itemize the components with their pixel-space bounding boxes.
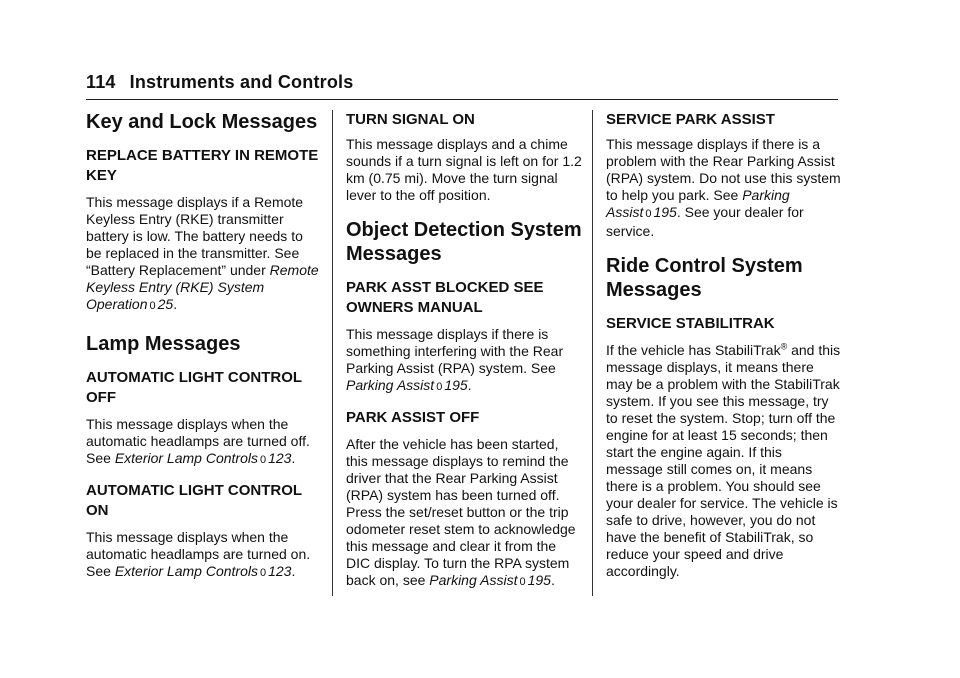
ride-control-title: Ride Control System Messages (606, 255, 803, 301)
page-header (86, 72, 353, 93)
page-ref[interactable]: 195 (527, 572, 551, 588)
object-detection-title: Object Detection System Messages (346, 219, 582, 265)
park-blocked-heading: PARK ASST BLOCKED SEE OWNERS MANUAL (346, 279, 544, 316)
park-blocked-text: This message displays if there is something interfering with the Rear Parking Assist (RPA) system. See Parking Assist 0 195. (346, 326, 564, 393)
page-number: 114 (86, 72, 116, 92)
exterior-lamp-link[interactable]: Exterior Lamp Controls (114, 563, 258, 579)
page-ref-icon: 0 (259, 567, 267, 579)
auto-off-text: This message displays when the automatic headlamps are turned off. See Exterior Lamp Controls 0 123. (86, 416, 310, 466)
park-off-heading: PARK ASSIST OFF (346, 409, 480, 426)
column-divider (332, 110, 333, 596)
parking-assist-link[interactable]: Parking Assist (346, 377, 435, 393)
service-park-text: This message displays if there is a problem with the Rear Parking Assist (RPA) system. Do not use this system to help you park. See Parking Assist 0 195. See your dealer for service. (606, 136, 841, 239)
parking-assist-link[interactable]: Parking Assist (606, 187, 790, 220)
service-park-heading: SERVICE PARK ASSIST (606, 111, 775, 128)
turn-signal-text: This message displays and a chime sounds if a turn signal is left on for 1.2 km (0.75 mi). Move the turn signal lever to the off position. (346, 136, 582, 203)
key-lock-title: Key and Lock Messages (86, 111, 318, 133)
section-title: Instruments and Controls (129, 72, 354, 92)
page-ref-icon: 0 (149, 300, 156, 312)
page-ref-icon: 0 (259, 454, 267, 466)
column-2 (346, 110, 582, 591)
page-ref-icon: 0 (645, 208, 652, 220)
page-ref[interactable]: 123 (268, 563, 292, 579)
page-ref-icon: 0 (519, 576, 526, 588)
header-rule (86, 99, 838, 100)
auto-on-heading: AUTOMATIC LIGHT CONTROL ON (86, 482, 302, 519)
registered-mark: ® (780, 341, 788, 352)
stabilitrak-heading: SERVICE STABILITRAK (606, 315, 775, 332)
column-1 (86, 110, 322, 582)
parking-assist-link[interactable]: Parking Assist (429, 572, 518, 588)
auto-on-text: This message displays when the automatic headlamps are turned on. See Exterior Lamp Controls 0 123. (86, 529, 311, 579)
column-divider (592, 110, 593, 596)
replace-battery-text: This message displays if a Remote Keyless Entry (RKE) transmitter battery is low. The battery needs to be replaced in the transmitter. See “Battery Replacement” under Remote Keyless Entry (RKE) System Operation 0 25. (86, 194, 319, 312)
lamp-messages-title: Lamp Messages (86, 333, 241, 355)
page-ref[interactable]: 25 (157, 296, 174, 312)
column-3 (606, 110, 842, 580)
rke-link[interactable]: Remote Keyless Entry (RKE) System Operation (86, 262, 319, 312)
exterior-lamp-link[interactable]: Exterior Lamp Controls (114, 450, 258, 466)
park-off-text: After the vehicle has been started, this message displays to remind the driver that the Rear Parking Assist (RPA) system has been turned off. Press the set/reset button or the trip odometer reset stem to acknowledge this message and clear it from the DIC display. To turn the RPA system back on, see Parking Assist 0 195. (346, 436, 576, 588)
auto-off-heading: AUTOMATIC LIGHT CONTROL OFF (86, 369, 302, 406)
page-ref[interactable]: 123 (268, 450, 292, 466)
page-ref[interactable]: 195 (653, 204, 677, 220)
replace-battery-heading: REPLACE BATTERY IN REMOTE KEY (86, 147, 319, 184)
page-ref[interactable]: 195 (444, 377, 468, 393)
page-ref-icon: 0 (436, 381, 443, 393)
turn-signal-heading: TURN SIGNAL ON (346, 111, 475, 128)
stabilitrak-text: If the vehicle has StabiliTrak® and this message displays, it means there may be a problem with the StabiliTrak system. If you see this message, try to reset the system. Stop; turn off the engine for at least 15 seconds; then start the engine again. If this message still comes on, it means there is a problem. You should see your dealer for service. The vehicle is safe to drive, however, you do not have the benefit of StabiliTrak, so reduce your speed and drive accordingly. (606, 341, 841, 579)
